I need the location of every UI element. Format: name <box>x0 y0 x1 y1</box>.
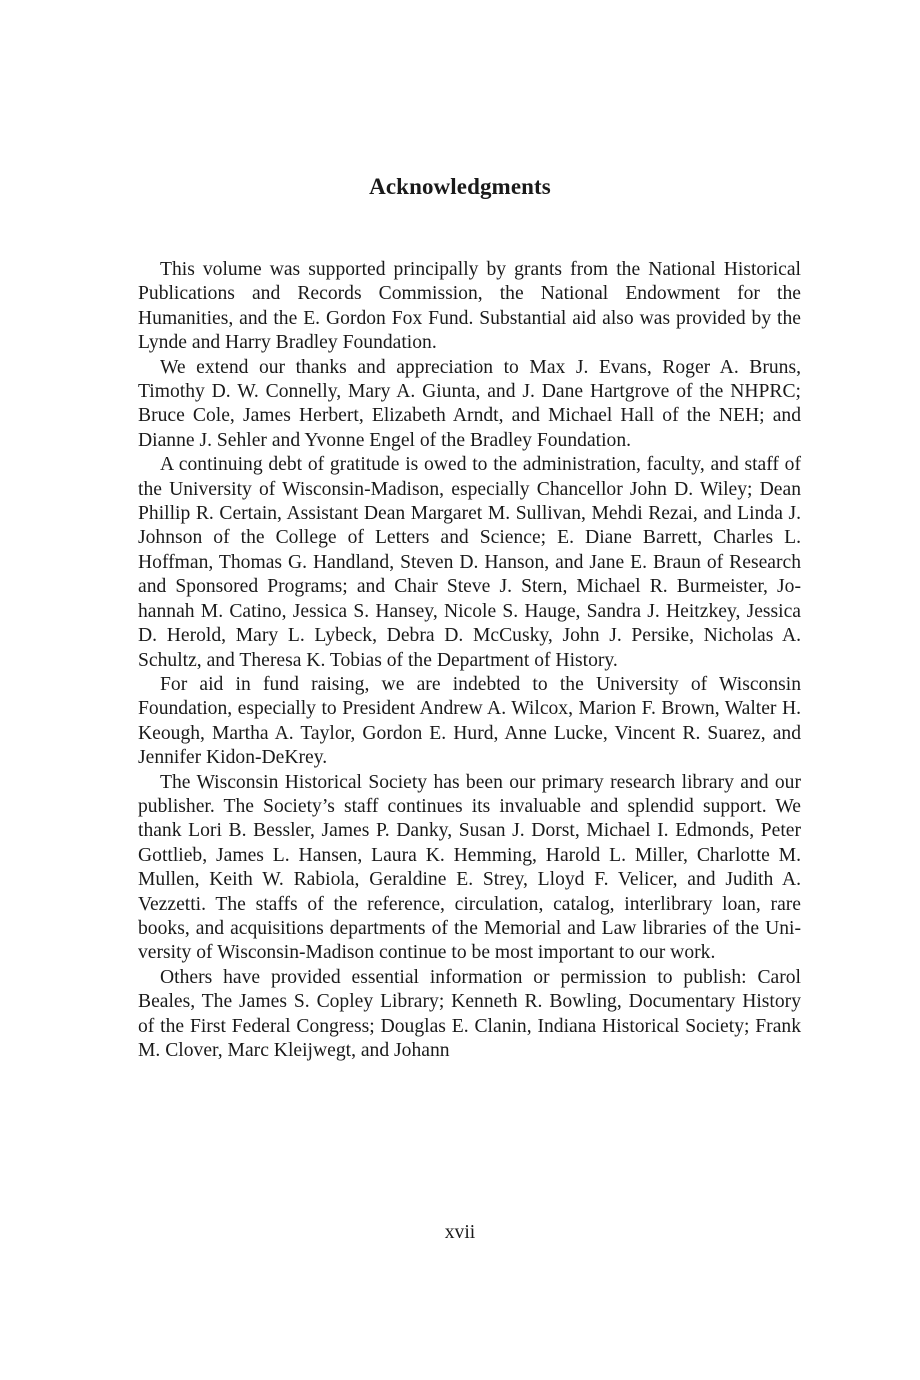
paragraph-thanks: We extend our thanks and appreciation to Max J. Evans, Roger A. Bruns, Timothy D. W. Connelly, Mary A. Giunta, and J. Dane Hartgrove of the NHPRC; Bruce Cole, James Herbert, Elizabeth Arndt, and Michael Hall of the NEH; and Dianne J. Sehler and Yvonne Engel of the Bradley Foundation. <box>138 356 801 451</box>
body-text <box>138 258 801 1063</box>
paragraph-others: Others have provided essential information or permission to publish: Carol Beales, The James S. Copley Library; Kenneth R. Bowling, Documentary History of the First Federal Congress; Douglas E. Clanin, Indiana Historical Society; Frank M. Clover, Marc Kleijwegt, and Johann <box>138 966 801 1061</box>
paragraph-university: A continuing debt of gratitude is owed to the administration, faculty, and staff of the University of Wisconsin-Madison, especially Chancellor John D. Wiley; Dean Phillip R. Certain, Assistant Dean Margaret M. Sullivan, Mehdi Rezai, and Linda J. Johnson of the College of Letters and Science; E. Diane Barrett, Charles L. Hoffman, Thomas G. Handland, Steven D. Hanson, and Jane E. Braun of Research and Sponsored Programs; and Chair Steve J. Stern, Michael R. Burmeister, Johannah M. Catino, Jessica S. Hansey, Nicole S. Hauge, Sandra J. Heitzkey, Jessica D. Herold, Mary L. Lybeck, Debra D. McCusky, John J. Persike, Nicholas A. Schultz, and Theresa K. Tobias of the Department of History. <box>138 454 801 671</box>
page-title: Acknowledgments <box>369 174 551 199</box>
paragraph-historical-society: The Wisconsin Historical Society has been our primary research library and our publisher. The Society’s staff continues its invaluable and splendid support. We thank Lori B. Bessler, James P. Danky, Susan J. Dorst, Michael I. Edmonds, Peter Gottlieb, James L. Hansen, Laura K. Hemming, Harold L. Miller, Charlotte M. Mullen, Keith W. Rabiola, Geraldine E. Strey, Lloyd F. Velicer, and Judith A. Vezzetti. The staffs of the reference, circulation, catalog, interlibrary loan, rare books, and acquisitions departments of the Memorial and Law libraries of the University of Wisconsin-Madison continue to be most important to our work. <box>138 771 801 964</box>
paragraph-fund-raising: For aid in fund raising, we are indebted to the University of Wisconsin Foundation, especially to President Andrew A. Wilcox, Marion F. Brown, Walter H. Keough, Martha A. Taylor, Gordon E. Hurd, Anne Lucke, Vincent R. Suarez, and Jennifer Kidon-DeKrey. <box>138 673 801 769</box>
page-number: xvii <box>444 1222 476 1243</box>
paragraph-funding: This volume was supported principally by grants from the National Historical Publications and Records Commission, the National Endowment for the Humanities, and the E. Gordon Fox Fund. Substantial aid also was provided by the Lynde and Harry Bradley Foundation. <box>138 259 801 354</box>
